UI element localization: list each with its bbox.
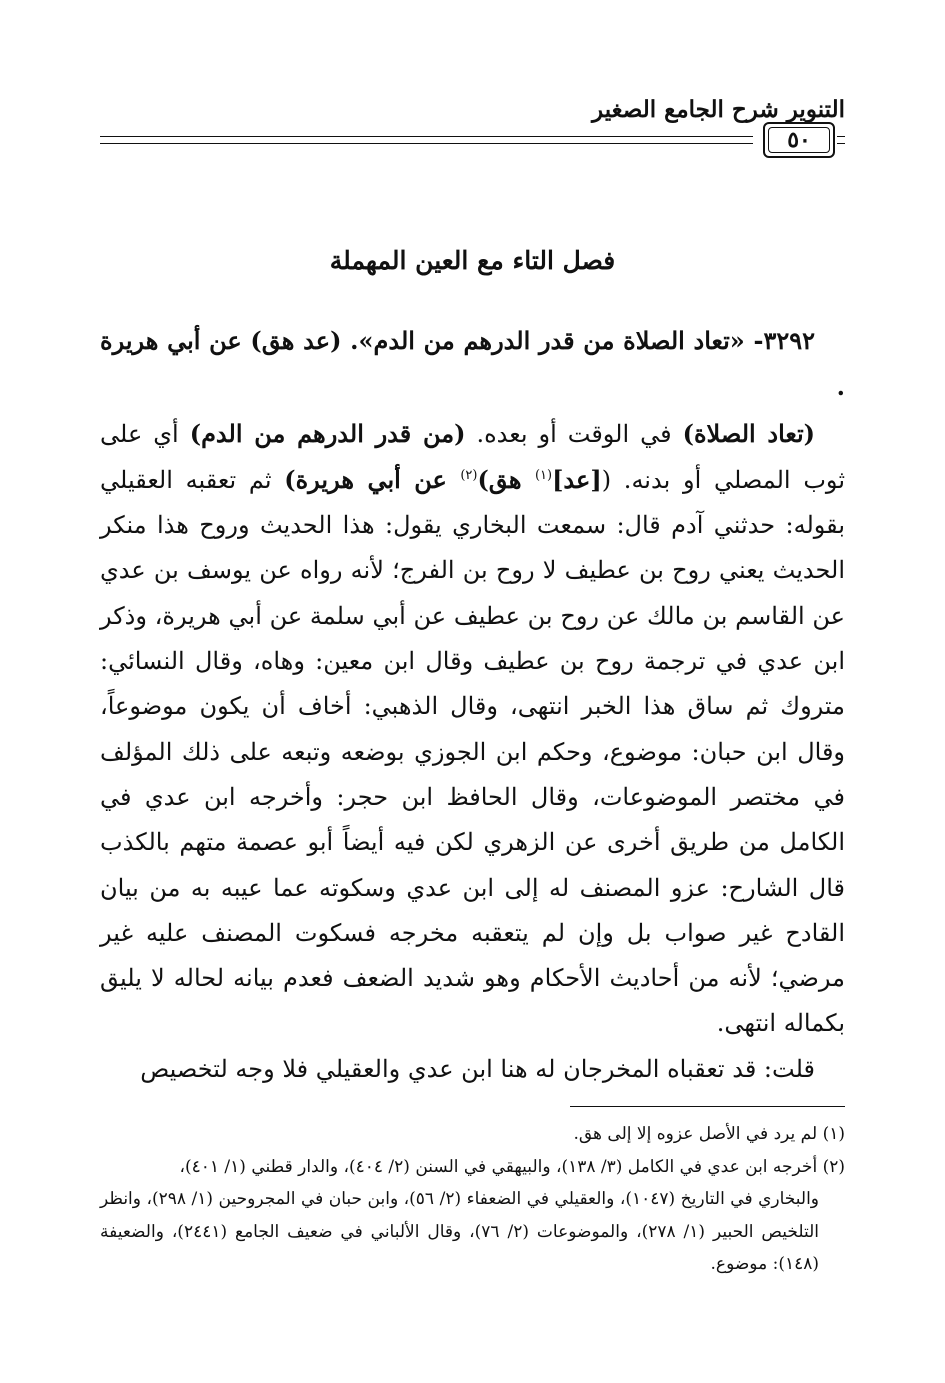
- book-title: التنوير شرح الجامع الصغير: [592, 96, 845, 123]
- commentary-text: أي على ثوب المصلي أو بدنه. (: [100, 419, 845, 494]
- source-reference: [عد]: [552, 464, 602, 494]
- lemma: (تعاد الصلاة): [682, 418, 815, 448]
- running-header: [100, 96, 845, 166]
- footnote-marker: (٢): [460, 467, 478, 483]
- header-double-rule: [100, 136, 753, 144]
- hadith-text: - «تعاد الصلاة من قدر الدرهم من الدم». (عد هق) عن أبي هريرة .: [100, 326, 845, 402]
- commentary-text: في الوقت أو بعده.: [465, 419, 683, 448]
- commentary-text: ثم تعقبه العقيلي بقوله: حدثني آدم قال: سمعت البخاري يقول: هذا الحديث وروح هذا منكر الحديث يعني روح بن عطيف لا روح بن الفرج؛ لأنه رواه عن يوسف بن عدي عن القاسم بن مالك عن روح بن عطيف عن أبي سلمة عن أبي هريرة، وذكر ابن عدي في ترجمة روح بن عطيف وقال ابن معين: وهاه، وقال النسائي: متروك ثم ساق هذا الخبر انتهى، وقال الذهبي: أخاف أن يكون موضوعاً، وقال ابن حبان: موضوع، وحكم ابن الجوزي بوضعه وتبعه على ذلك المؤلف في مختصر الموضوعات، وقال الحافظ ابن حجر: وأخرجه ابن عدي في الكامل من طريق أخرى عن الزهري لكن فيه أيضاً أبو عصمة متهم بالكذب قال الشارح: عزو المصنف له إلى ابن عدي وسكوته عما عيبه به من بيان القادح غير صواب بل وإن لم يتعقبه مخرجه فسكوت المصنف عليه غير مرضي؛ لأنه من أحاديث الأحكام وهو شديد الضعف فعدم بيانه لحاله لا يليق بكماله انتهى.: [100, 465, 846, 1038]
- commentary-paragraph: قلت: قد تعقباه المخرجان له هنا ابن عدي والعقيلي فلا وجه لتخصيص: [140, 1054, 815, 1083]
- page-number: ٥٠: [787, 127, 811, 153]
- lemma: (من قدر الدرهم من الدم): [189, 418, 466, 448]
- header-rule-tick: [837, 136, 845, 144]
- lemma: عن أبي هريرة): [284, 464, 461, 494]
- section-heading: فصل التاء مع العين المهملة: [329, 246, 616, 275]
- main-text: [100, 318, 845, 1092]
- source-reference: هق): [477, 464, 535, 494]
- footnote-1: (١) لم يرد في الأصل عزوه إلا إلى هق.: [573, 1124, 845, 1144]
- footnote-2-continued: والبخاري في التاريخ (١٠٤٧)، والعقيلي في الضعفاء (٢/ ٥٦)، وابن حبان في المجروحين (١/ ٢٩٨)، وانظر التلخيص الحبير (١/ ٢٧٨)، والموضوعات (٢/ ٧٦)، وقال الألباني في ضعيف الجامع (٢٤٤١)، والضعيفة (١٤٨): موضوع.: [100, 1189, 820, 1274]
- hadith-number: ٣٢٩٢: [763, 326, 815, 355]
- commentary-paragraph: [100, 411, 845, 1047]
- page-number-frame: [763, 122, 835, 158]
- hadith-entry: [100, 318, 845, 411]
- footnote-marker: (١): [534, 467, 553, 483]
- footnote-2: (٢) أخرجه ابن عدي في الكامل (٣/ ١٣٨)، والبيهقي في السنن (٢/ ٤٠٤)، والدار قطني (١/ ٤٠١)،: [179, 1156, 845, 1177]
- footnotes: [100, 1118, 845, 1281]
- footnote-separator: [570, 1106, 845, 1107]
